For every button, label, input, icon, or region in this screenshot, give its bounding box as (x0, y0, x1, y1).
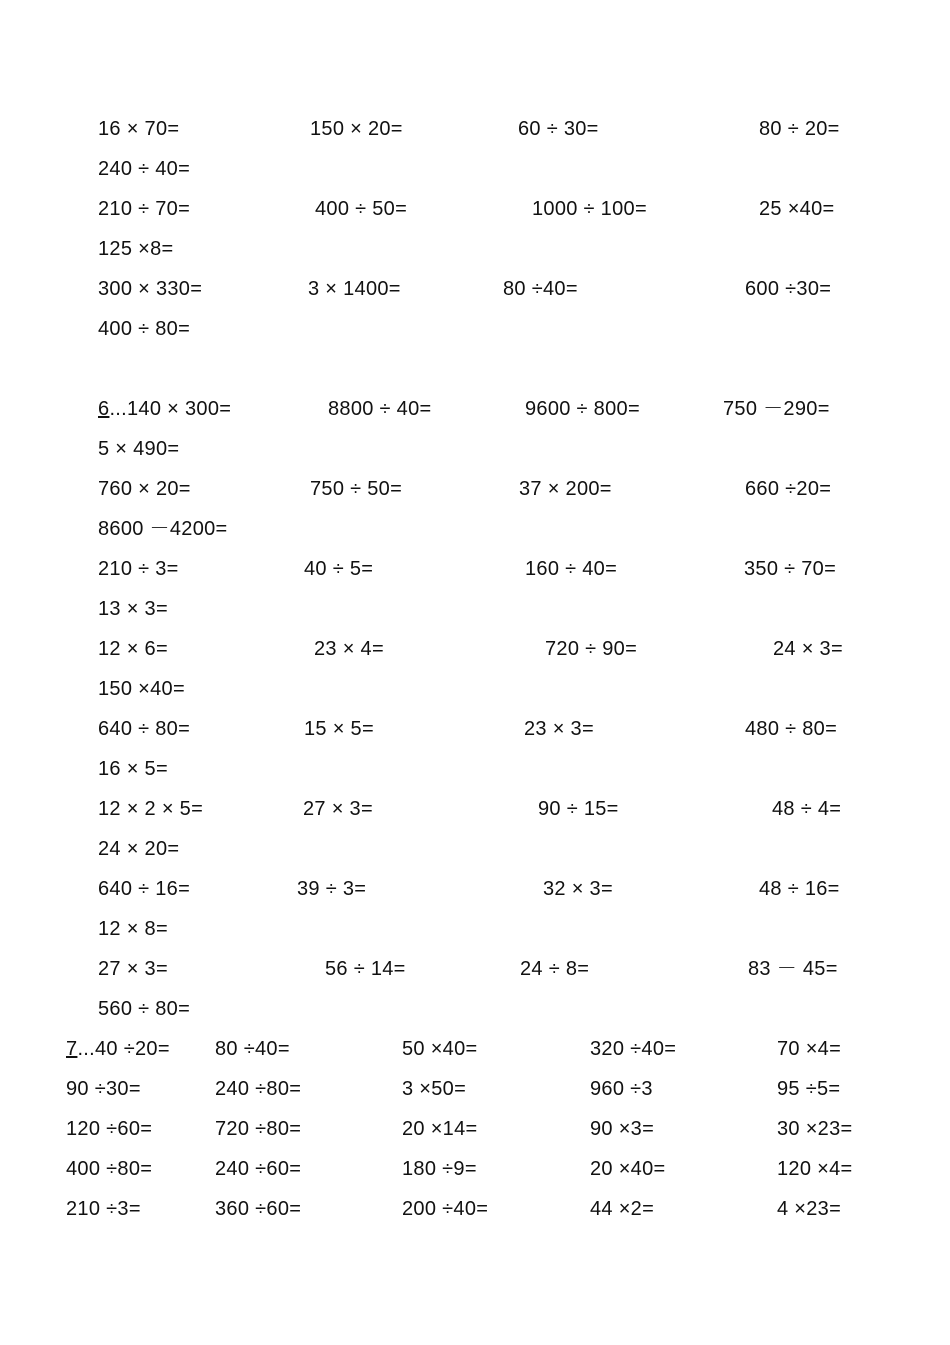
problem-row (0, 434, 950, 464)
problem: 27 × 3= (98, 958, 168, 980)
problem: 16 × 5= (98, 758, 168, 780)
problem-row (0, 794, 950, 824)
problem: 80 ÷40= (503, 278, 578, 300)
problem: 50 ×40= (402, 1038, 478, 1060)
problem: 80 ÷ 20= (759, 118, 840, 140)
problem: 240 ÷80= (215, 1078, 302, 1100)
problem: 560 ÷ 80= (98, 998, 191, 1020)
problem-row (0, 994, 950, 1024)
problem: 80 ÷40= (215, 1038, 290, 1060)
problem: 3 × 1400= (308, 278, 401, 300)
problem: 27 × 3= (303, 798, 373, 820)
problem: 12 × 8= (98, 918, 168, 940)
problem: 23 × 3= (524, 718, 594, 740)
problem: 200 ÷40= (402, 1198, 489, 1220)
problem: 39 ÷ 3= (297, 878, 367, 900)
problem: 56 ÷ 14= (325, 958, 406, 980)
problem-row (0, 154, 950, 184)
section-6-heading (98, 394, 231, 424)
problem: 24 × 3= (773, 638, 843, 660)
problem: 960 ÷3 (590, 1078, 653, 1100)
problem: 20 ×40= (590, 1158, 666, 1180)
problem: 32 × 3= (543, 878, 613, 900)
problem: 160 ÷ 40= (525, 558, 618, 580)
problem-row (0, 114, 950, 144)
problem: 480 ÷ 80= (745, 718, 838, 740)
problem-row (0, 594, 950, 624)
problem: 8600 －4200= (98, 518, 228, 540)
problem: 48 ÷ 16= (759, 878, 840, 900)
problem: 20 ×14= (402, 1118, 478, 1140)
problem: 750 －290= (723, 398, 830, 420)
problem: 90 ÷ 15= (538, 798, 619, 820)
section-7-heading (66, 1034, 170, 1064)
problem-row (0, 194, 950, 224)
problem: 1000 ÷ 100= (532, 198, 647, 220)
problem: 30 ×23= (777, 1118, 853, 1140)
problem: 12 × 2 × 5= (98, 798, 204, 820)
problem: 8800 ÷ 40= (328, 398, 432, 420)
problem-row (0, 754, 950, 784)
problem-row (0, 874, 950, 904)
problem: 150 ×40= (98, 678, 185, 700)
problem-row (0, 634, 950, 664)
problem: 760 × 20= (98, 478, 191, 500)
problem: 360 ÷60= (215, 1198, 302, 1220)
problem: 60 ÷ 30= (518, 118, 599, 140)
problem-row (0, 314, 950, 344)
problem: 210 ÷ 70= (98, 198, 191, 220)
problem: 125 ×8= (98, 238, 174, 260)
problem: 240 ÷ 40= (98, 158, 191, 180)
section-number: 6 (98, 398, 110, 420)
problem: 720 ÷ 90= (545, 638, 638, 660)
problem: 750 ÷ 50= (310, 478, 403, 500)
problem: 13 × 3= (98, 598, 168, 620)
problem: 83 － 45= (748, 958, 838, 980)
problem-row (0, 554, 950, 584)
problem: 660 ÷20= (745, 478, 832, 500)
problem-row (0, 954, 950, 984)
problem-row (0, 1074, 950, 1104)
problem: 40 ÷ 5= (304, 558, 374, 580)
problem-row (0, 674, 950, 704)
problem-row (0, 914, 950, 944)
problem: 350 ÷ 70= (744, 558, 837, 580)
problem: 24 ÷ 8= (520, 958, 590, 980)
problem: 12 × 6= (98, 638, 168, 660)
problem: 320 ÷40= (590, 1038, 677, 1060)
problem: 24 × 20= (98, 838, 180, 860)
problem: 400 ÷ 80= (98, 318, 191, 340)
problem: 640 ÷ 16= (98, 878, 191, 900)
problem: 210 ÷3= (66, 1198, 141, 1220)
problem: 150 × 20= (310, 118, 403, 140)
problem: ...40 ÷20= (77, 1038, 170, 1060)
problem-row (0, 234, 950, 264)
problem-row (0, 514, 950, 544)
problem: 48 ÷ 4= (772, 798, 842, 820)
problem: 600 ÷30= (745, 278, 832, 300)
section-number: 7 (66, 1038, 78, 1060)
problem: 240 ÷60= (215, 1158, 302, 1180)
problem: 16 × 70= (98, 118, 180, 140)
problem: 400 ÷80= (66, 1158, 153, 1180)
problem: 120 ÷60= (66, 1118, 153, 1140)
problem: 300 × 330= (98, 278, 203, 300)
problem: 37 × 200= (519, 478, 612, 500)
problem: 720 ÷80= (215, 1118, 302, 1140)
problem: 9600 ÷ 800= (525, 398, 640, 420)
problem-row (0, 1034, 950, 1064)
problem: 95 ÷5= (777, 1078, 841, 1100)
problem-row (0, 394, 950, 424)
problem: 15 × 5= (304, 718, 374, 740)
problem-row (0, 834, 950, 864)
problem-row (0, 1194, 950, 1224)
problem-row (0, 1154, 950, 1184)
problem: 44 ×2= (590, 1198, 655, 1220)
problem-row (0, 274, 950, 304)
problem: 5 × 490= (98, 438, 180, 460)
problem: ...140 × 300= (109, 398, 232, 420)
problem: 23 × 4= (314, 638, 384, 660)
problem: 3 ×50= (402, 1078, 467, 1100)
problem: 25 ×40= (759, 198, 835, 220)
problem: 120 ×4= (777, 1158, 853, 1180)
problem: 90 ÷30= (66, 1078, 141, 1100)
problem: 4 ×23= (777, 1198, 842, 1220)
problem-row (0, 474, 950, 504)
problem: 90 ×3= (590, 1118, 655, 1140)
problem-row (0, 1114, 950, 1144)
problem: 180 ÷9= (402, 1158, 477, 1180)
problem: 400 ÷ 50= (315, 198, 408, 220)
problem: 640 ÷ 80= (98, 718, 191, 740)
problem: 210 ÷ 3= (98, 558, 179, 580)
problem-row (0, 714, 950, 744)
problem: 70 ×4= (777, 1038, 842, 1060)
